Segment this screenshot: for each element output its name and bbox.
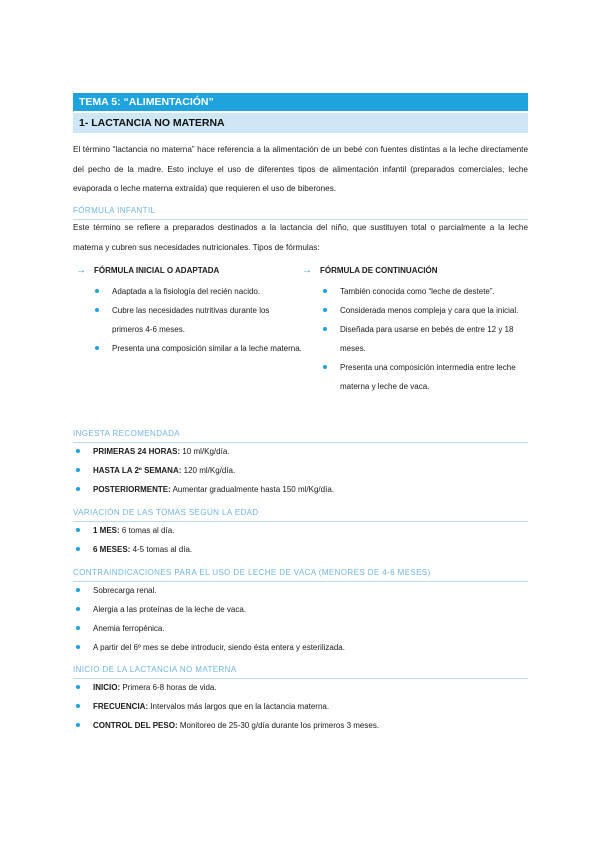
list-item: Presenta una composición similar a la leche materna. <box>92 339 302 358</box>
formula-right-title: → FÓRMULA DE CONTINUACIÓN <box>302 265 438 276</box>
list-item: Presenta una composición intermedia entre leche materna y leche de vaca. <box>320 358 528 396</box>
formula-left-list <box>92 282 302 358</box>
list-item: 1 MES: 6 tomas al día. <box>73 521 528 540</box>
list-item: POSTERIORMENTE: Aumentar gradualmente hasta 150 ml/Kg/día. <box>73 480 528 499</box>
intro-paragraph: El término “lactancia no materna” hace referencia a la alimentación de un bebé con fuentes distintas a la leche directamente del pecho de la madre. Esto incluye el uso de diferentes tipos de alimentación infantil (preparados comerciales, leche evaporada o leche materna extraída) que requieren el uso de biberones. <box>73 145 528 193</box>
list-item: PRIMERAS 24 HORAS: 10 ml/Kg/día. <box>73 442 528 461</box>
section-title: 1- LACTANCIA NO MATERNA <box>73 113 528 133</box>
list-item: Diseñada para usarse en bebés de entre 12 y 18 meses. <box>320 320 528 358</box>
tomas-list <box>73 521 528 559</box>
ingesta-heading: INGESTA RECOMENDADA <box>73 428 528 443</box>
formula-right-list <box>320 282 528 396</box>
list-item: Cubre las necesidades nutritivas durante los primeros 4-6 meses. <box>92 301 302 339</box>
formula-heading: FÓRMULA INFANTIL <box>73 205 528 220</box>
list-item: A partir del 6º mes se debe introducir, siendo ésta entera y esterilizada. <box>73 638 528 657</box>
list-item: HASTA LA 2º SEMANA: 120 ml/Kg/día. <box>73 461 528 480</box>
list-item: CONTROL DEL PESO: Monitoreo de 25-30 g/día durante los primeros 3 meses. <box>73 716 528 735</box>
topic-title: TEMA 5: “ALIMENTACIÓN” <box>73 93 528 111</box>
list-item: INICIO: Primera 6-8 horas de vida. <box>73 678 528 697</box>
contra-list <box>73 581 528 657</box>
list-item: Alergia a las proteínas de la leche de vaca. <box>73 600 528 619</box>
ingesta-list <box>73 442 528 499</box>
inicio-heading: INICIO DE LA LACTANCIA NO MATERNA <box>73 664 528 679</box>
contra-heading: CONTRAINDICACIONES PARA EL USO DE LECHE DE VACA (MENORES DE 4-6 MESES) <box>73 567 528 582</box>
list-item: Considerada menos compleja y cara que la inicial. <box>320 301 528 320</box>
list-item: Anemia ferropénica. <box>73 619 528 638</box>
tomas-heading: VARIACIÓN DE LAS TOMAS SEGÚN LA EDAD <box>73 507 528 522</box>
arrow-icon: → <box>76 265 86 276</box>
list-item: Sobrecarga renal. <box>73 581 528 600</box>
formula-paragraph: Este término se refiere a preparados destinados a la lactancia del niño, que sustituyen total o parcialmente a la leche materna y cubren sus necesidades nutricionales. Tipos de fórmulas: <box>73 223 528 252</box>
arrow-icon: → <box>302 265 312 276</box>
list-item: FRECUENCIA: Intervalos más largos que en la lactancia materna. <box>73 697 528 716</box>
list-item: Adaptada a la fisiología del recién nacido. <box>92 282 302 301</box>
list-item: También conocida como “leche de destete”. <box>320 282 528 301</box>
inicio-list <box>73 678 528 735</box>
list-item: 6 MESES: 4-5 tomas al día. <box>73 540 528 559</box>
formula-left-title: → FÓRMULA INICIAL O ADAPTADA <box>76 265 220 276</box>
